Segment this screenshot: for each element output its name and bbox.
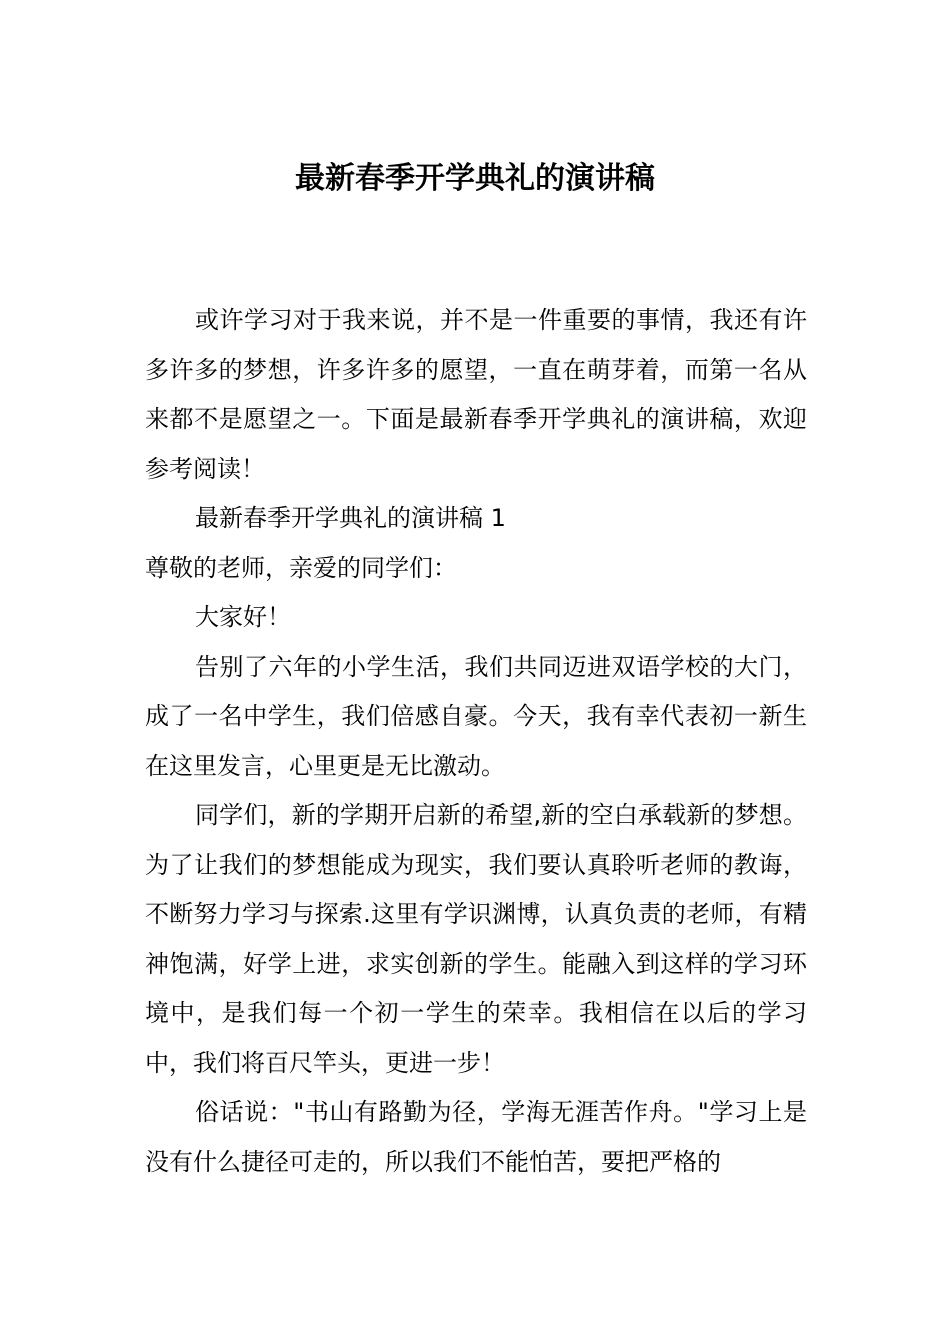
- salutation: 尊敬的老师，亲爱的同学们：: [145, 553, 457, 582]
- document-body: [145, 296, 807, 1187]
- greeting: 大家好！: [195, 603, 291, 631]
- document-title: 最新春季开学典礼的演讲稿: [295, 161, 655, 196]
- body-paragraph-1: 告别了六年的小学生活，我们共同迈进双语学校的大门，成了一名中学生，我们倍感自豪。今天，我有幸代表初一新生在这里发言，心里更是无比激动。: [145, 652, 807, 780]
- intro-paragraph: 或许学习对于我来说，并不是一件重要的事情，我还有许多许多的梦想，许多许多的愿望，一直在萌芽着，而第一名从来都不是愿望之一。下面是最新春季开学典礼的演讲稿，欢迎参考阅读！: [145, 306, 807, 483]
- body-paragraph-3: 俗话说："书山有路勤为径，学海无涯苦作舟。"学习上是没有什么捷径可走的，所以我们不能怕苦，要把严格的: [145, 1098, 807, 1176]
- body-paragraph-2: 同学们，新的学期开启新的希望,新的空白承载新的梦想。为了让我们的梦想能成为现实，我们要认真聆听老师的教诲，不断努力学习与探索.这里有学识渊博，认真负责的老师，有精神饱满，好学上进，求实创新的学生。能融入到这样的学习环境中，是我们每一个初一学生的荣幸。我相信在以后的学习中，我们将百尺竿头，更进一步！: [145, 801, 807, 1077]
- section-heading: 最新春季开学典礼的演讲稿 1: [195, 504, 506, 532]
